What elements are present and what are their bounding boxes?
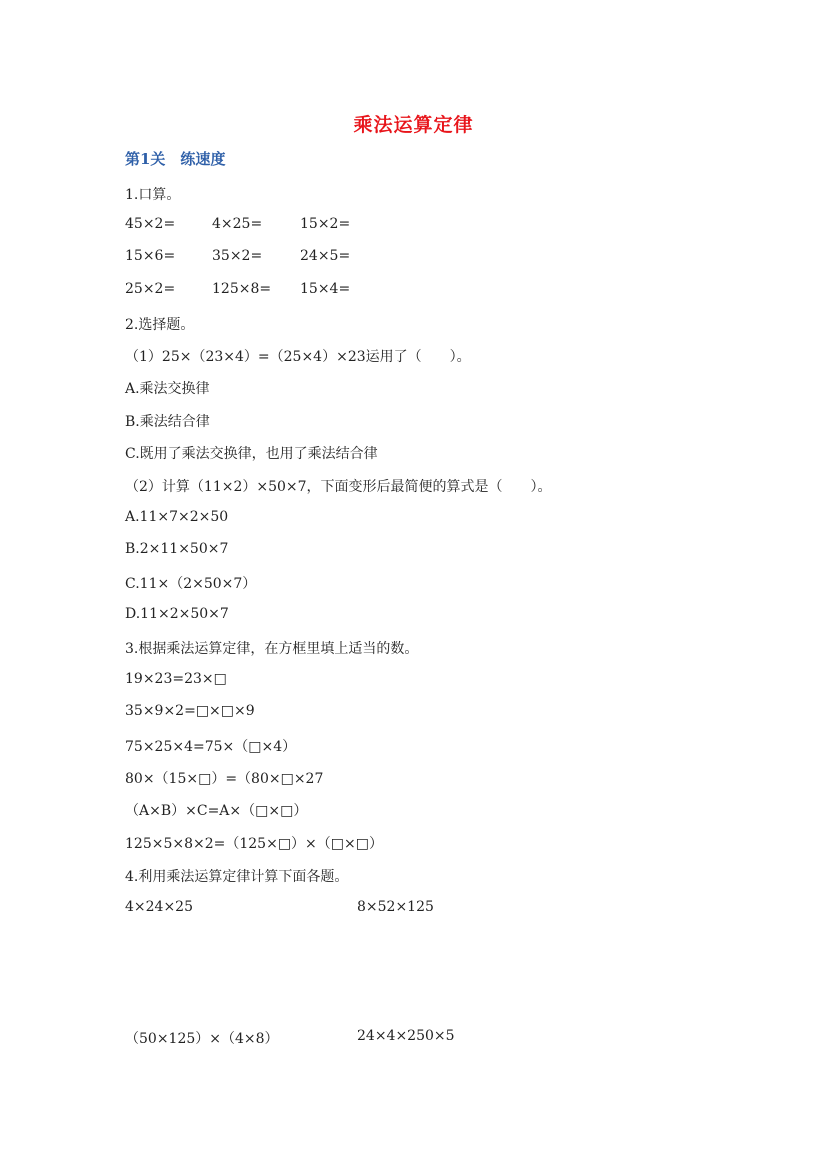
q2-heading: 2.选择题。 [125, 317, 195, 333]
q1-cell: 25×2= [125, 281, 176, 297]
q3-item: 35×9×2=□×□×9 [125, 703, 255, 719]
q1-cell: 15×2= [300, 216, 351, 232]
q3-item: 19×23=23×□ [125, 671, 227, 687]
q1-cell: 15×6= [125, 248, 176, 264]
q3-heading: 3.根据乘法运算定律，在方框里填上适当的数。 [125, 641, 419, 657]
q4-problem: 8×52×125 [357, 899, 434, 915]
q4-heading: 4.利用乘法运算定律计算下面各题。 [125, 869, 349, 885]
q2-item: B.2×11×50×7 [125, 541, 229, 557]
q3-item: 80×（15×□）=（80×□×27 [125, 771, 324, 787]
q4-problem: （50×125）×（4×8） [125, 1031, 279, 1047]
q1-cell: 125×8= [212, 281, 272, 297]
q1-cell: 35×2= [212, 248, 263, 264]
q2-item: （2）计算（11×2）×50×7，下面变形后最简便的算式是（ ）。 [125, 479, 552, 495]
q2-item: C.既用了乘法交换律，也用了乘法结合律 [125, 446, 378, 462]
q2-item: B.乘法结合律 [125, 414, 210, 430]
q2-item: （1）25×（23×4）=（25×4）×23运用了（ ）。 [125, 349, 471, 365]
page-title: 乘法运算定律 [353, 114, 474, 136]
q4-problem: 24×4×250×5 [357, 1028, 455, 1044]
q3-item: （A×B）×C=A×（□×□） [125, 803, 308, 819]
q1-cell: 45×2= [125, 216, 176, 232]
q2-item: C.11×（2×50×7） [125, 576, 257, 592]
q1-cell: 15×4= [300, 281, 351, 297]
q2-item: A.乘法交换律 [125, 381, 210, 397]
q2-item: D.11×2×50×7 [125, 606, 229, 622]
q3-item: 125×5×8×2=（125×□）×（□×□） [125, 836, 383, 852]
q2-item: A.11×7×2×50 [125, 509, 229, 525]
q3-item: 75×25×4=75×（□×4） [125, 739, 297, 755]
q4-problem: 4×24×25 [125, 899, 193, 915]
q1-heading: 1.口算。 [125, 187, 181, 203]
q1-cell: 4×25= [212, 216, 263, 232]
q1-cell: 24×5= [300, 248, 351, 264]
section-heading: 第1关 练速度 [125, 150, 226, 168]
